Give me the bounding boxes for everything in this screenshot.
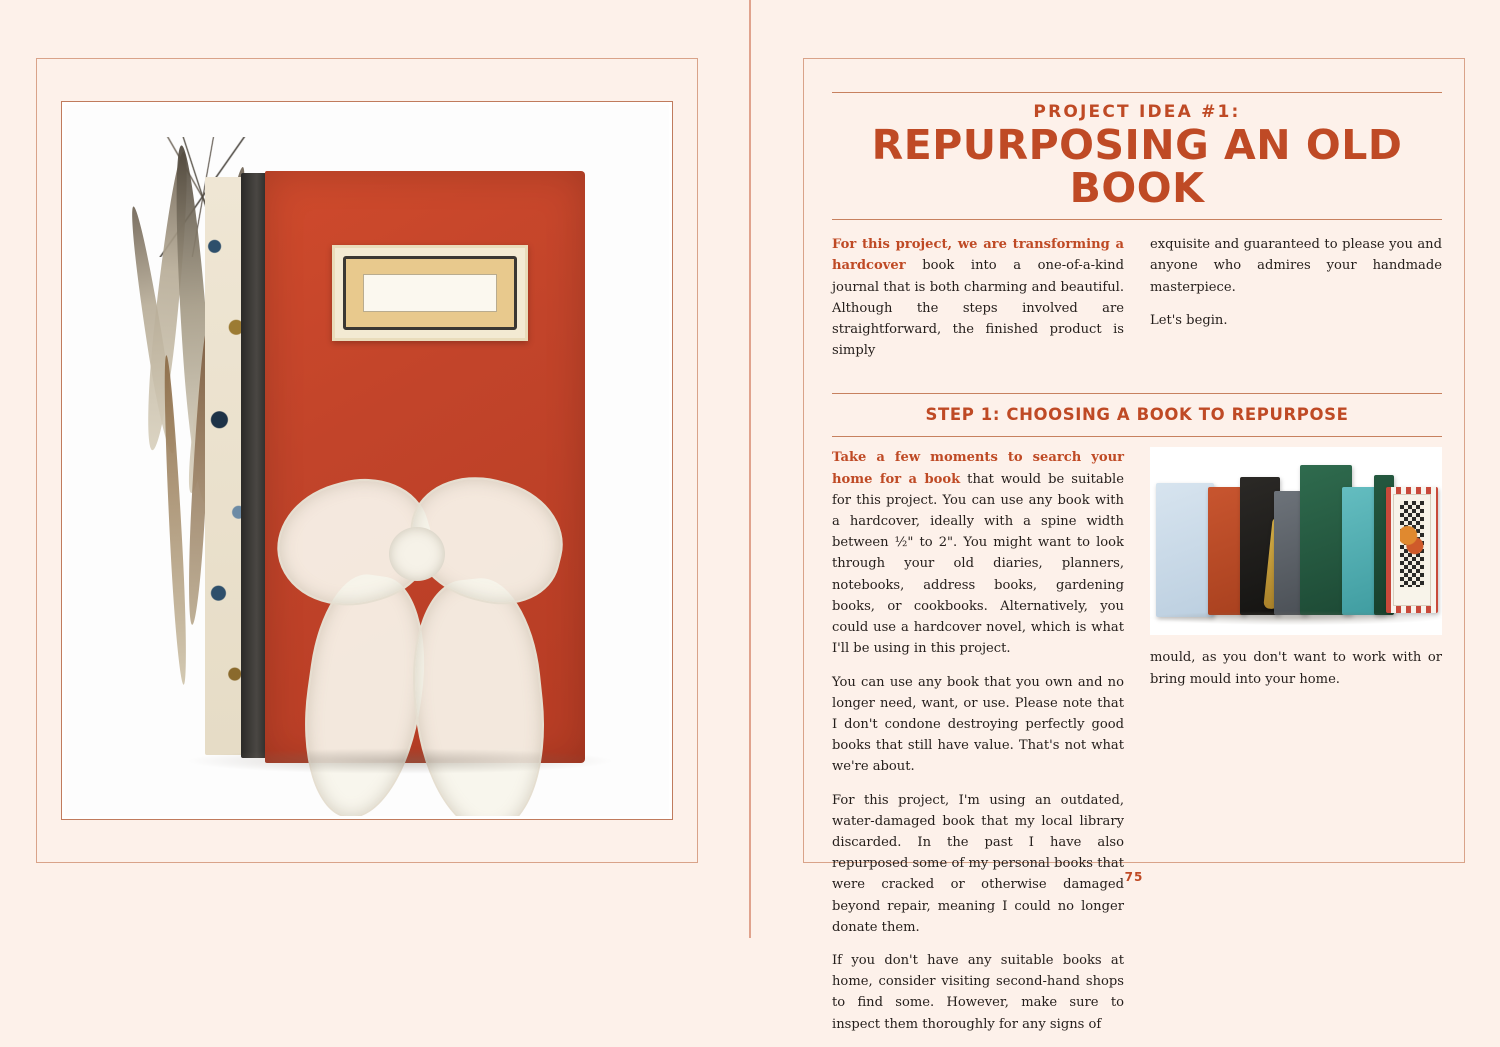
project-kicker: PROJECT IDEA #1:: [1033, 102, 1241, 122]
page-title: REPURPOSING AN OLD BOOK: [871, 121, 1403, 212]
intro-paragraph: [832, 234, 1124, 361]
right-page-content: [832, 92, 1442, 1047]
photo-shadow: [185, 748, 615, 774]
title-rule-top: [832, 92, 1442, 93]
step-column-right: [1150, 447, 1442, 1046]
step-paragraph-3: For this project, I'm using an outdated, water-damaged book that my local library discarded. In the past I have also repurposed some of my personal books that were cracked or otherwise damaged beyond repair, meaning I could no longer donate them.: [832, 792, 1124, 935]
intro-column-right: [1150, 234, 1442, 373]
blank-label-card: [363, 274, 496, 311]
step-column-left: [832, 447, 1124, 1046]
right-page: [750, 0, 1500, 1032]
book-spine: [241, 173, 267, 758]
step-paragraph-1: [832, 447, 1124, 659]
books-photo: [1150, 447, 1442, 635]
ribbon-strand-icon: [160, 355, 189, 685]
step-lead-in: Take a few moments to search your home for a book: [832, 450, 1124, 487]
step-title: STEP 1: CHOOSING A BOOK TO REPURPOSE: [925, 405, 1349, 425]
books-photo-shadow: [1150, 611, 1442, 625]
step-paragraph-2: You can use any book that you own and no longer need, want, or use. Please note that I don't condone destroying perfectly good books that still have value. That's not what we're about.: [832, 674, 1124, 775]
step-body-columns: [832, 447, 1442, 1046]
left-page: [0, 0, 750, 938]
step-rule-bottom: [832, 436, 1442, 437]
intro-closing: Let's begin.: [1150, 312, 1228, 328]
label-holder-metal: [343, 256, 517, 330]
book-striped-cover: [1386, 487, 1438, 613]
intro-lead-in: For this project, we are transforming a hardcover: [832, 237, 1124, 274]
intro-column-left: [832, 234, 1124, 373]
step-paragraph-4-continuation: mould, as you don't want to work with or bring mould into your home.: [1150, 650, 1442, 687]
label-holder-frame: [332, 245, 528, 341]
page-number: 75: [1124, 870, 1144, 884]
step-paragraph-1-rest: that would be suitable for this project. You can use any book with a hardcover, ideally with a spine width between ½" to 2". You might want to look through your old diaries, planners, notebooks, address books, gardening books, or cookbooks. Alternatively, you could use a hardcover novel, which is what I'll be using in this project.: [832, 471, 1124, 657]
book-striped-inner: [1393, 494, 1431, 606]
book-light-blue: [1156, 483, 1214, 617]
intro-rest: book into a one-of-a-kind journal that is both charming and beautiful. Although the steps involved are straightforward, the finished product is simply: [832, 258, 1124, 359]
intro-continuation: exquisite and guaranteed to please you and anyone who admires your handmade masterpiece.: [1150, 237, 1442, 295]
step-heading-block: [832, 393, 1442, 437]
fruit-illustration: [1400, 501, 1424, 587]
title-rule-bottom: [832, 219, 1442, 220]
journal-photo-frame: [61, 101, 673, 820]
intro-columns: [832, 234, 1442, 373]
journal-photo: [65, 105, 669, 816]
folio-area: [803, 868, 1465, 886]
step-paragraph-4: If you don't have any suitable books at home, consider visiting second-hand shops to find some. However, make sure to inspect them thoroughly for any signs of: [832, 952, 1124, 1032]
